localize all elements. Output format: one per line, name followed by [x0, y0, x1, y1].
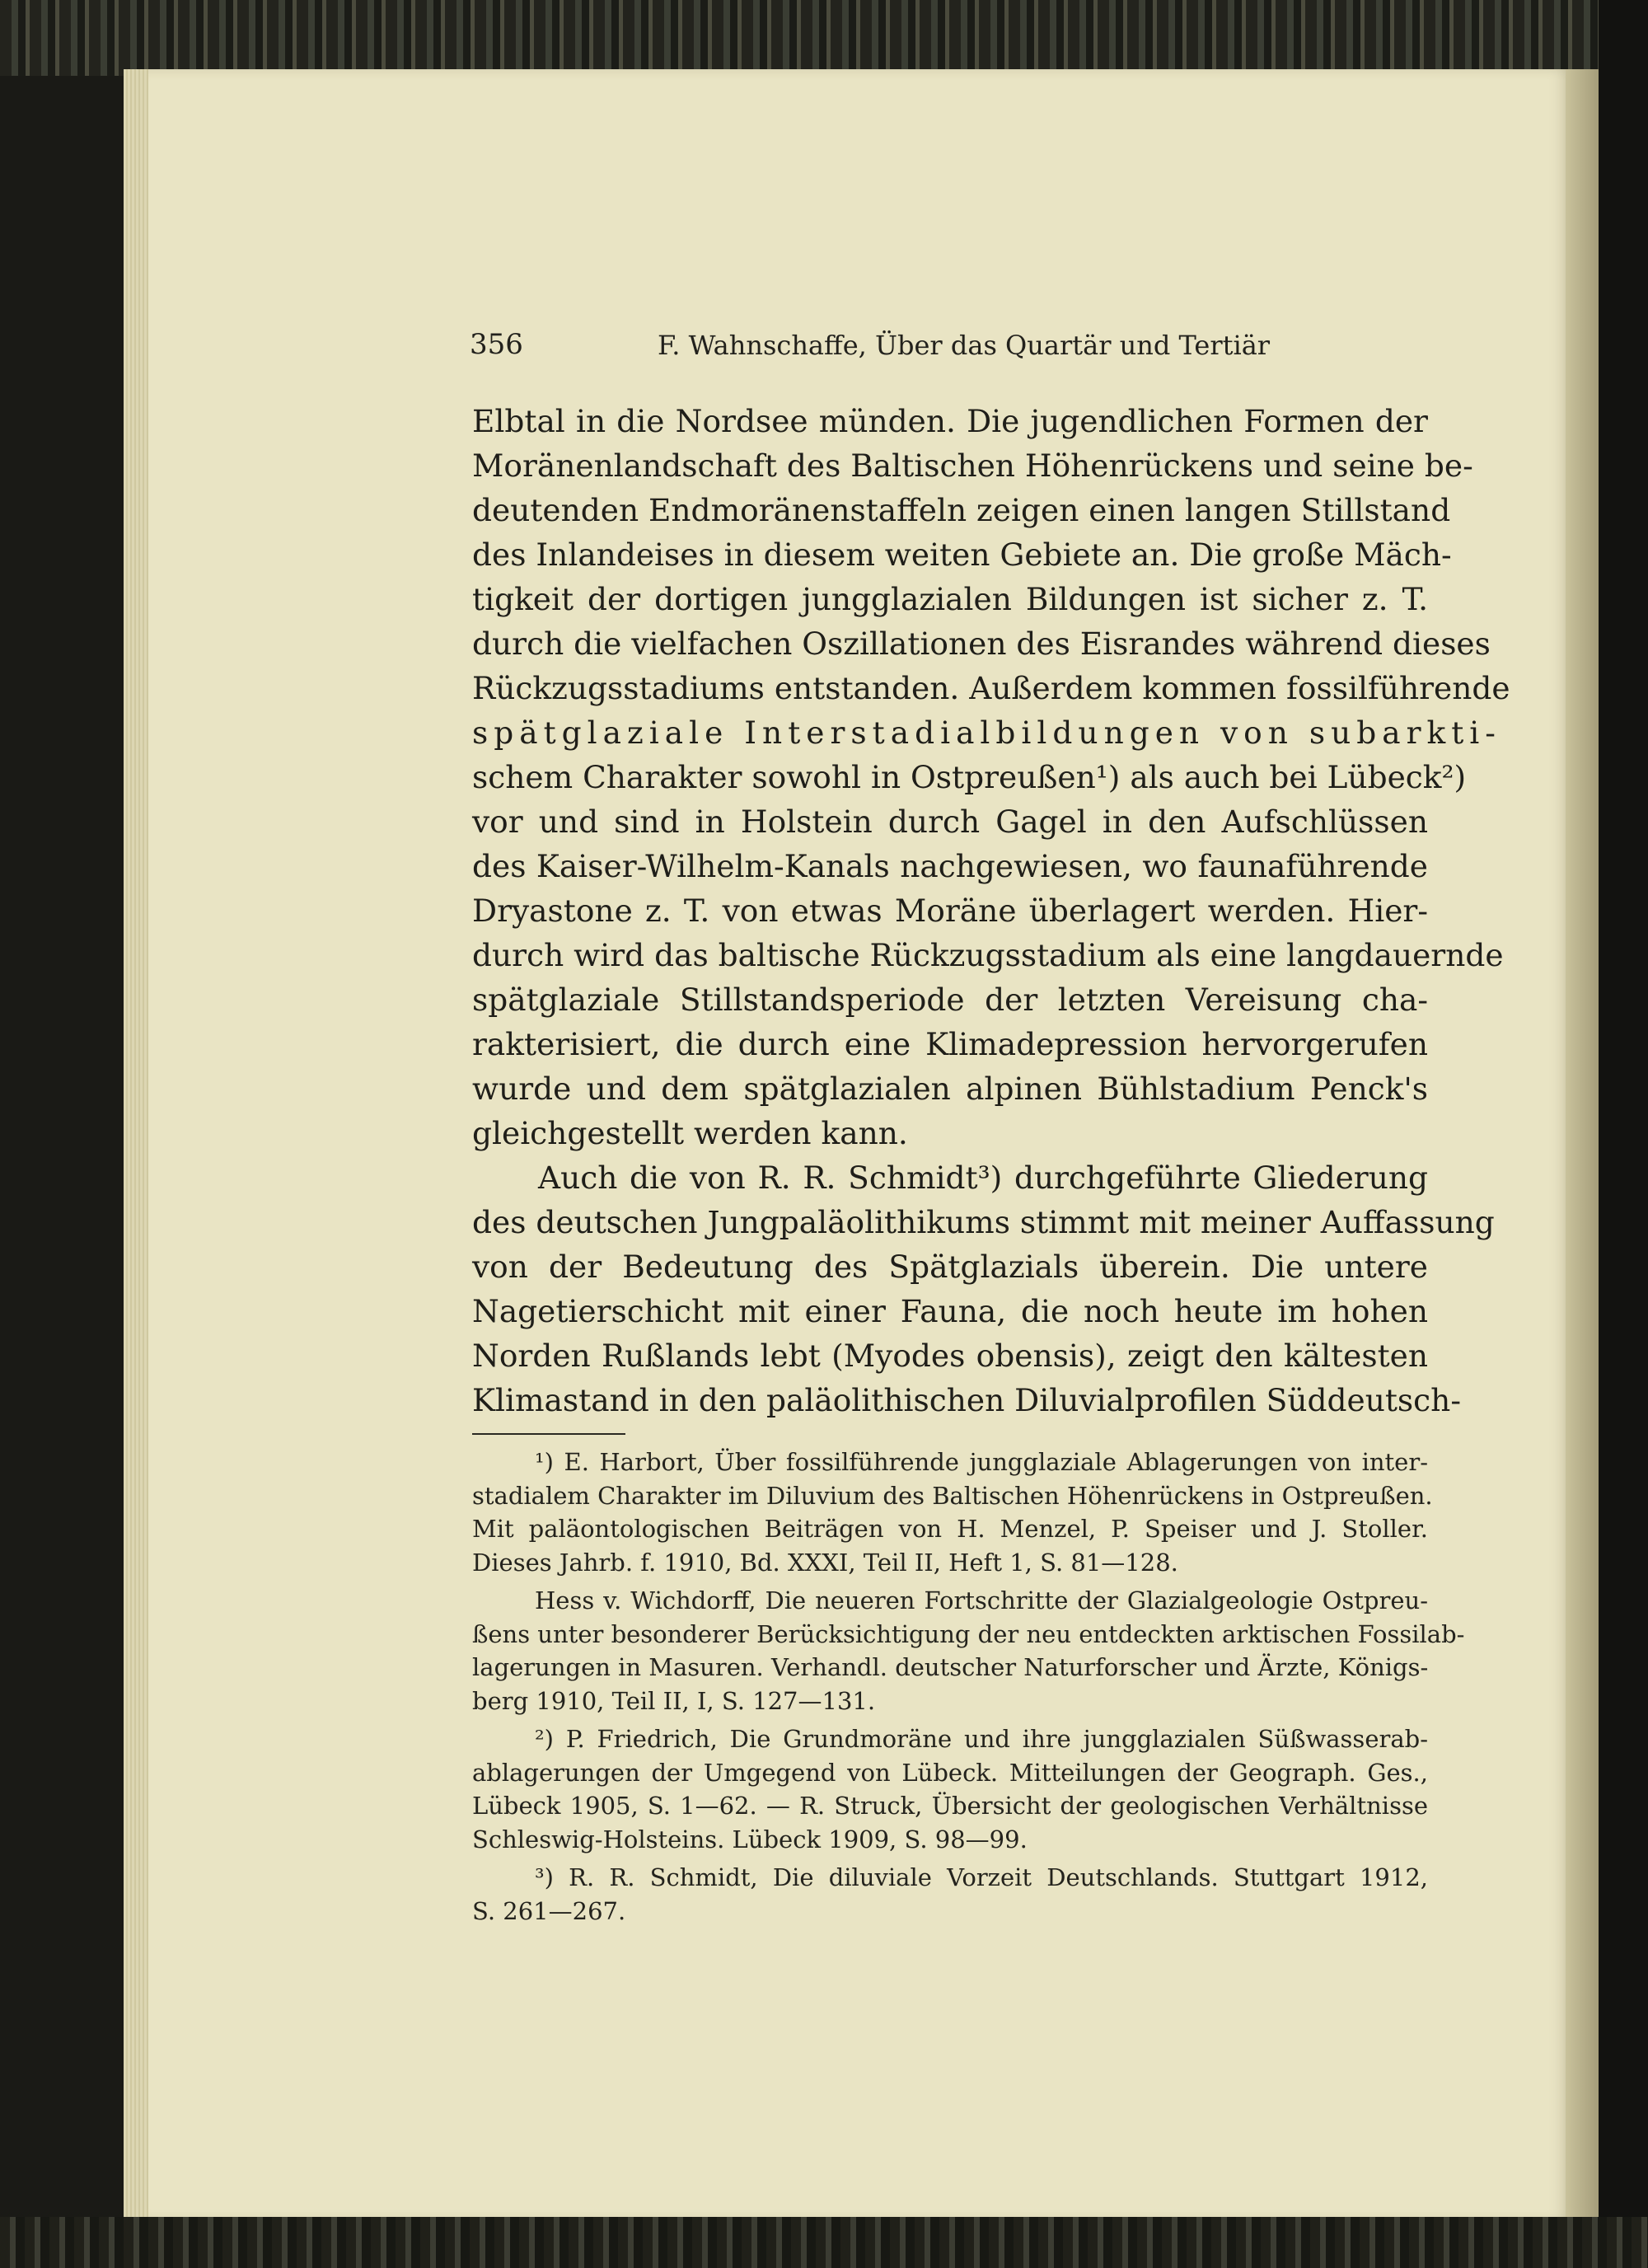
text-line: vor und sind in Holstein durch Gagel in den Aufschlüssen: [472, 804, 1428, 840]
footnote-line: Schleswig-Holsteins. Lübeck 1909, S. 98—99.: [472, 1825, 1028, 1853]
text-line: von der Bedeutung des Spätglazials überein. Die untere: [472, 1249, 1428, 1285]
footnote-line: S. 261—267.: [472, 1896, 626, 1925]
page-number: 356: [470, 328, 523, 361]
text-line: Auch die von R. R. Schmidt³) durchgeführte Gliederung: [538, 1160, 1428, 1196]
text-line: des Inlandeises in diesem weiten Gebiete an. Die große Mäch-: [472, 537, 1452, 573]
text-line: Rückzugsstadiums entstanden. Außerdem kommen fossilführende: [472, 670, 1510, 706]
text-line: Moränenlandschaft des Baltischen Höhenrückens und seine be-: [472, 448, 1473, 484]
book-bottom-edge: [0, 2217, 1648, 2268]
text-line: wurde und dem spätglazialen alpinen Bühlstadium Penck's: [472, 1071, 1428, 1107]
text-line: deutenden Endmoränenstaffeln zeigen einen langen Stillstand: [472, 492, 1451, 528]
text-line: des deutschen Jungpaläolithikums stimmt mit meiner Auffassung: [472, 1204, 1495, 1240]
text-line: des Kaiser-Wilhelm-Kanals nachgewiesen, wo faunaführende: [472, 848, 1428, 884]
right-page-edge: [1566, 69, 1599, 2220]
text-line: Elbtal in die Nordsee münden. Die jugendlichen Formen der: [472, 403, 1428, 439]
footnote: [472, 1584, 1465, 1717]
footnote-line: berg 1910, Teil II, I, S. 127—131.: [472, 1686, 876, 1715]
footnote: [472, 1722, 1428, 1856]
text-line: durch wird das baltische Rückzugsstadium als eine langdauernde: [472, 937, 1504, 973]
page-stack-edge: [124, 69, 148, 2220]
footnote-rule: [472, 1433, 625, 1435]
text-line: Klimastand in den paläolithischen Diluvialprofilen Süddeutsch-: [472, 1382, 1461, 1418]
text-line: tigkeit der dortigen jungglazialen Bildungen ist sicher z. T.: [472, 581, 1428, 617]
footnote-line: ³) R. R. Schmidt, Die diluviale Vorzeit Deutschlands. Stuttgart 1912,: [535, 1863, 1428, 1891]
text-line: Norden Rußlands lebt (Myodes obensis), zeigt den kältesten: [472, 1338, 1428, 1374]
text-line: Dryastone z. T. von etwas Moräne überlagert werden. Hier-: [472, 893, 1428, 929]
footnote-line: ablagerungen der Umgegend von Lübeck. Mitteilungen der Geograph. Ges.,: [472, 1758, 1428, 1787]
footnote-line: Dieses Jahrb. f. 1910, Bd. XXXI, Teil II, Heft 1, S. 81—128.: [472, 1548, 1178, 1577]
footnote-line: stadialem Charakter im Diluvium des Baltischen Höhenrückens in Ostpreußen.: [472, 1481, 1433, 1510]
text-line: durch die vielfachen Oszillationen des Eisrandes während dieses: [472, 626, 1491, 662]
footnote-line: Lübeck 1905, S. 1—62. — R. Struck, Übersicht der geologischen Verhältnisse: [472, 1792, 1428, 1820]
scan-border: [1599, 0, 1648, 2268]
text-line: schem Charakter sowohl in Ostpreußen¹) als auch bei Lübeck²): [472, 759, 1467, 795]
footnote-line: Mit paläontologischen Beiträgen von H. Menzel, P. Speiser und J. Stoller.: [472, 1515, 1428, 1543]
book-top-edge: [0, 0, 1648, 76]
footnote-line: ²) P. Friedrich, Die Grundmoräne und ihre jungglazialen Süßwasserab-: [535, 1725, 1428, 1753]
text-line: gleichgestellt werden kann.: [472, 1115, 908, 1151]
footnotes: [472, 1446, 1465, 1933]
footnote-line: Hess v. Wichdorff, Die neueren Fortschritte der Glazialgeologie Ostpreu-: [535, 1586, 1428, 1614]
running-title: F. Wahnschaffe, Über das Quartär und Tertiär: [658, 330, 1271, 361]
running-head: [470, 328, 1458, 368]
text-line: spätglaziale Interstadialbildungen von subarkti-: [472, 715, 1501, 751]
footnote-line: ßens unter besonderer Berücksichtigung der neu entdeckten arktischen Fossilab-: [472, 1619, 1465, 1648]
text-line: Nagetierschicht mit einer Fauna, die noch heute im hohen: [472, 1293, 1428, 1329]
footnote-line: ¹) E. Harbort, Über fossilführende jungglaziale Ablagerungen von inter-: [535, 1448, 1428, 1476]
text-line: rakterisiert, die durch eine Klimadepression hervorgerufen: [472, 1026, 1428, 1062]
footnote: [472, 1861, 1428, 1928]
body-text: [472, 399, 1510, 1422]
footnote: [472, 1446, 1433, 1579]
footnote-line: lagerungen in Masuren. Verhandl. deutscher Naturforscher und Ärzte, Königs-: [472, 1653, 1429, 1681]
text-line: spätglaziale Stillstandsperiode der letzten Vereisung cha-: [472, 982, 1428, 1018]
